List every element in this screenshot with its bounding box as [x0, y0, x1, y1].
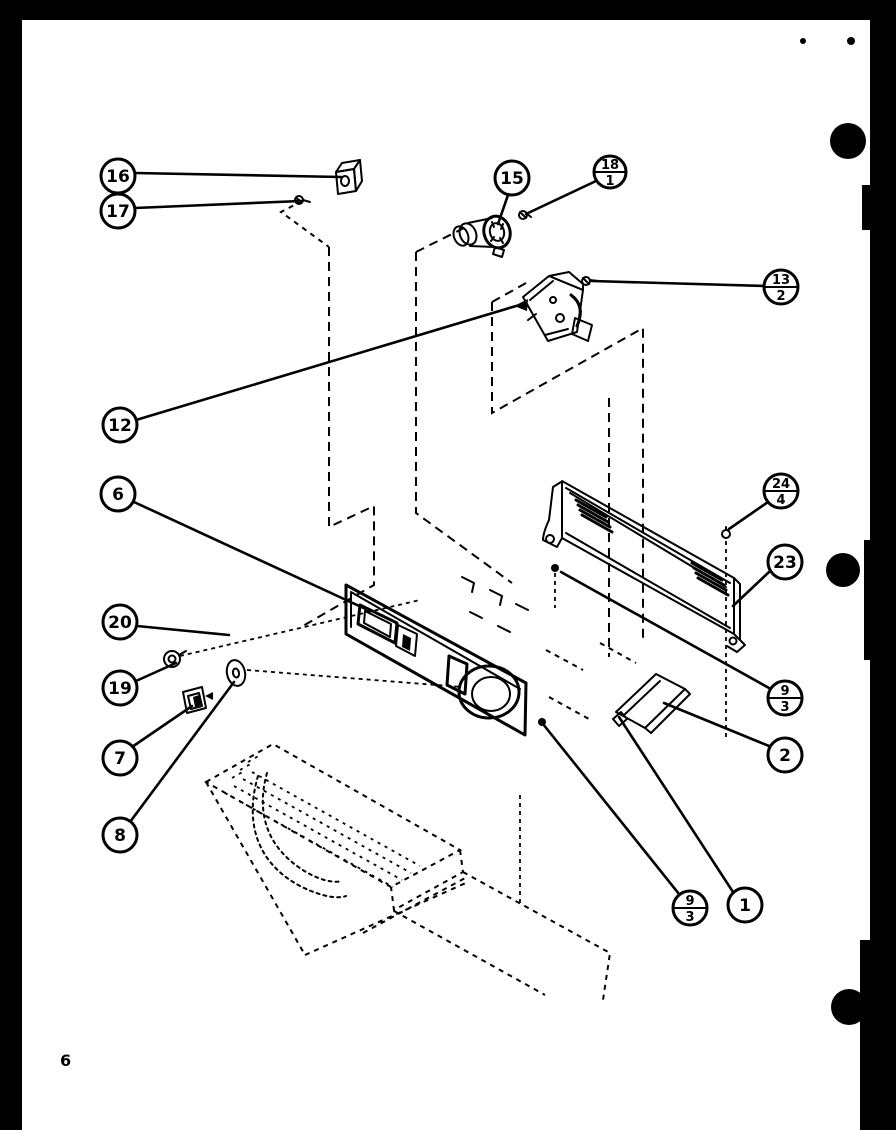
page-number: 6 — [60, 1051, 72, 1070]
scan-speck — [847, 37, 855, 45]
part-console-panel-6 — [346, 585, 526, 735]
callout-19 — [103, 671, 137, 705]
callout-17 — [101, 194, 135, 228]
callout-12 — [103, 408, 137, 442]
callout-label-top: 18 — [600, 158, 620, 173]
binder-hole-middle — [826, 553, 860, 587]
callout-2 — [768, 738, 802, 772]
callout-7 — [103, 741, 137, 775]
callout-label: 20 — [108, 613, 132, 633]
callout-9-3-right — [768, 681, 802, 715]
callout-label-bottom: 3 — [685, 910, 695, 925]
callout-18-1 — [594, 156, 626, 189]
callout-label-bottom: 2 — [776, 289, 786, 304]
scan-border-left — [0, 0, 22, 1130]
callout-13-2 — [764, 270, 798, 304]
callout-label-top: 9 — [780, 684, 790, 699]
scan-speck — [800, 38, 806, 44]
callout-label: 15 — [500, 169, 524, 189]
callout-label: 19 — [108, 679, 132, 699]
part-rear-access-panel-23 — [543, 481, 745, 652]
callout-label-top: 13 — [771, 273, 791, 288]
callout-15 — [495, 161, 529, 195]
callout-label-top: 24 — [771, 477, 791, 492]
binder-hole-top — [830, 123, 866, 159]
callout-20 — [103, 605, 137, 639]
phantom-cabinet-top — [206, 744, 610, 1000]
callout-label-bottom: 4 — [776, 493, 786, 508]
scan-border-right — [870, 0, 896, 1130]
callout-8 — [103, 818, 137, 852]
callout-label: 23 — [773, 553, 797, 573]
callout-23 — [768, 545, 802, 579]
callout-9-3-bottom — [673, 891, 707, 925]
part-rotary-switch-15 — [451, 213, 514, 257]
scan-border-top — [0, 0, 896, 20]
callout-label: 16 — [106, 167, 130, 187]
callout-label: 12 — [108, 416, 132, 436]
part-screw-9-left — [551, 564, 559, 572]
binder-hole-bottom — [831, 989, 867, 1025]
callout-label: 2 — [779, 746, 791, 766]
callout-label-bottom: 1 — [605, 174, 615, 189]
callout-label: 1 — [739, 896, 751, 916]
callout-24-4 — [764, 474, 798, 508]
leader-lines — [130, 173, 769, 894]
callout-label-bottom: 3 — [780, 700, 790, 715]
callout-16 — [101, 159, 135, 193]
callout-1 — [728, 888, 762, 922]
callout-label: 6 — [112, 485, 124, 505]
callout-label: 8 — [114, 826, 126, 846]
part-timer-12 — [514, 272, 592, 341]
callout-6 — [101, 477, 135, 511]
callout-label: 17 — [106, 202, 130, 222]
part-washer-8 — [224, 658, 247, 687]
callout-label: 7 — [114, 749, 126, 769]
callout-label-top: 9 — [685, 894, 695, 909]
phantom-console-outline — [180, 201, 726, 905]
